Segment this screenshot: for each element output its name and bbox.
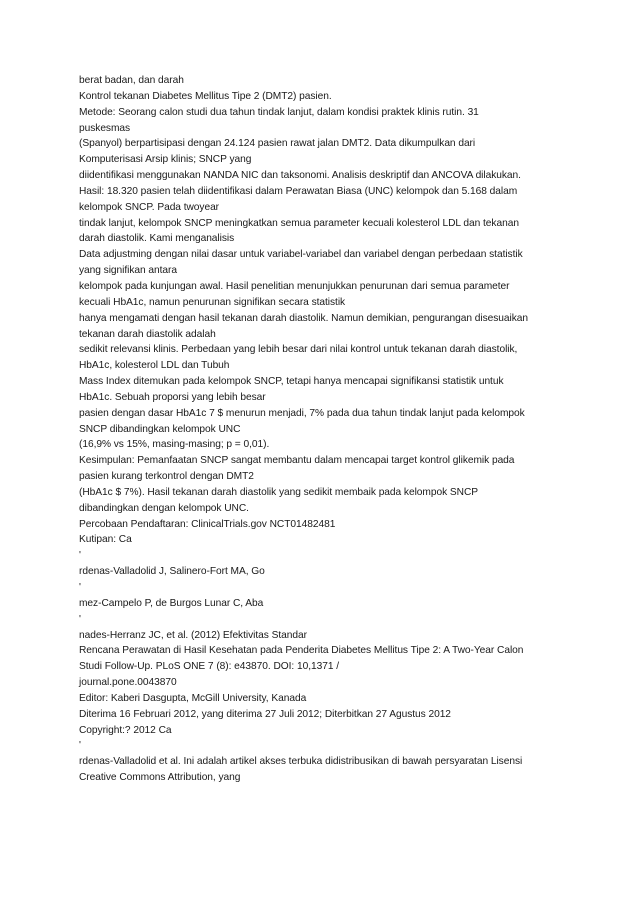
text-line: HbA1c. Sebuah proporsi yang lebih besar [79, 391, 266, 403]
text-line: kelompok pada kunjungan awal. Hasil penelitian menunjukkan penurunan dari semua parameter [79, 280, 510, 292]
text-line: ' [79, 582, 81, 593]
text-line: tekanan darah diastolik adalah [79, 328, 216, 340]
text-line: kelompok SNCP. Pada twoyear [79, 201, 220, 213]
text-line: hanya mengamati dengan hasil tekanan darah diastolik. Namun demikian, pengurangan disesuaikan [79, 312, 528, 324]
text-line: pasien dengan dasar HbA1c 7 $ menurun menjadi, 7% pada dua tahun tindak lanjut pada kelompok [79, 407, 525, 419]
text-line: Editor: Kaberi Dasgupta, McGill University, Kanada [79, 692, 307, 704]
text-line: Metode: Seorang calon studi dua tahun tindak lanjut, dalam kondisi praktek klinis rutin. 31 [79, 106, 479, 118]
text-line: Hasil: 18.320 pasien telah diidentifikasi dalam Perawatan Biasa (UNC) kelompok dan 5.168 dalam [79, 185, 518, 197]
text-line: ' [79, 550, 81, 562]
text-line: sedikit relevansi klinis. Perbedaan yang lebih besar dari nilai kontrol untuk tekanan darah diastolik, [79, 344, 518, 356]
text-line: Diterima 16 Februari 2012, yang diterima 27 Juli 2012; Diterbitkan 27 Agustus 2012 [79, 708, 451, 720]
text-line: nades-Herranz JC, et al. (2012) Efektivitas Standar [79, 629, 307, 641]
text-line: Komputerisasi Arsip klinis; SNCP yang [79, 154, 252, 166]
text-line: SNCP dibandingkan kelompok UNC [79, 423, 241, 435]
text-line: Creative Commons Attribution, yang [79, 772, 241, 784]
text-line: mez-Campelo P, de Burgos Lunar C, Aba [79, 597, 264, 609]
text-line: kecuali HbA1c, namun penurunan signifikan secara statistik [79, 296, 346, 308]
text-line: Copyright:? 2012 Ca [79, 724, 172, 736]
text-line: Studi Follow-Up. PLoS ONE 7 (8): e43870. DOI: 10,1371 / [79, 661, 339, 673]
text-line: berat badan, dan darah [79, 75, 184, 86]
text-line: yang signifikan antara [79, 265, 178, 277]
text-line: tindak lanjut, kelompok SNCP meningkatkan semua parameter kecuali kolesterol LDL dan tekanan [79, 217, 519, 229]
text-line: journal.pone.0043870 [79, 677, 177, 689]
document-page [79, 73, 559, 786]
text-line: rdenas-Valladolid J, Salinero-Fort MA, Go [79, 566, 265, 578]
text-line: ' [79, 740, 81, 752]
text-line: (Spanyol) berpartisipasi dengan 24.124 pasien rawat jalan DMT2. Data dikumpulkan dari [79, 138, 476, 150]
text-line: (16,9% vs 15%, masing-masing; p = 0,01). [79, 439, 270, 451]
text-line: Kontrol tekanan Diabetes Mellitus Tipe 2 (DMT2) pasien. [79, 90, 332, 102]
text-line: darah diastolik. Kami menganalisis [79, 233, 235, 245]
text-line: rdenas-Valladolid et al. Ini adalah artikel akses terbuka didistribusikan di bawah persyaratan Lisensi [79, 756, 523, 768]
text-line: Mass Index ditemukan pada kelompok SNCP, tetapi hanya mencapai signifikansi statistik untuk [79, 376, 504, 388]
text-line: Kesimpulan: Pemanfaatan SNCP sangat membantu dalam mencapai target kontrol glikemik pada [79, 455, 515, 467]
text-line: Data adjustming dengan nilai dasar untuk variabel-variabel dan variabel dengan perbedaan statistik [79, 249, 523, 261]
text-line: ' [79, 613, 81, 625]
text-line: Kutipan: Ca [79, 534, 132, 546]
text-line: Rencana Perawatan di Hasil Kesehatan pada Penderita Diabetes Mellitus Tipe 2: A Two-Year Calon [79, 645, 524, 657]
text-line: HbA1c, kolesterol LDL dan Tubuh [79, 360, 230, 372]
text-line: pasien kurang terkontrol dengan DMT2 [79, 471, 254, 483]
text-line: dibandingkan dengan kelompok UNC. [79, 502, 249, 514]
text-line: Percobaan Pendaftaran: ClinicalTrials.gov NCT01482481 [79, 518, 336, 530]
text-line: puskesmas [79, 122, 131, 134]
text-line: (HbA1c $ 7%). Hasil tekanan darah diastolik yang sedikit membaik pada kelompok SNCP [79, 486, 479, 498]
text-line: diidentifikasi menggunakan NANDA NIC dan taksonomi. Analisis deskriptif dan ANCOVA dilakukan. [79, 170, 521, 182]
